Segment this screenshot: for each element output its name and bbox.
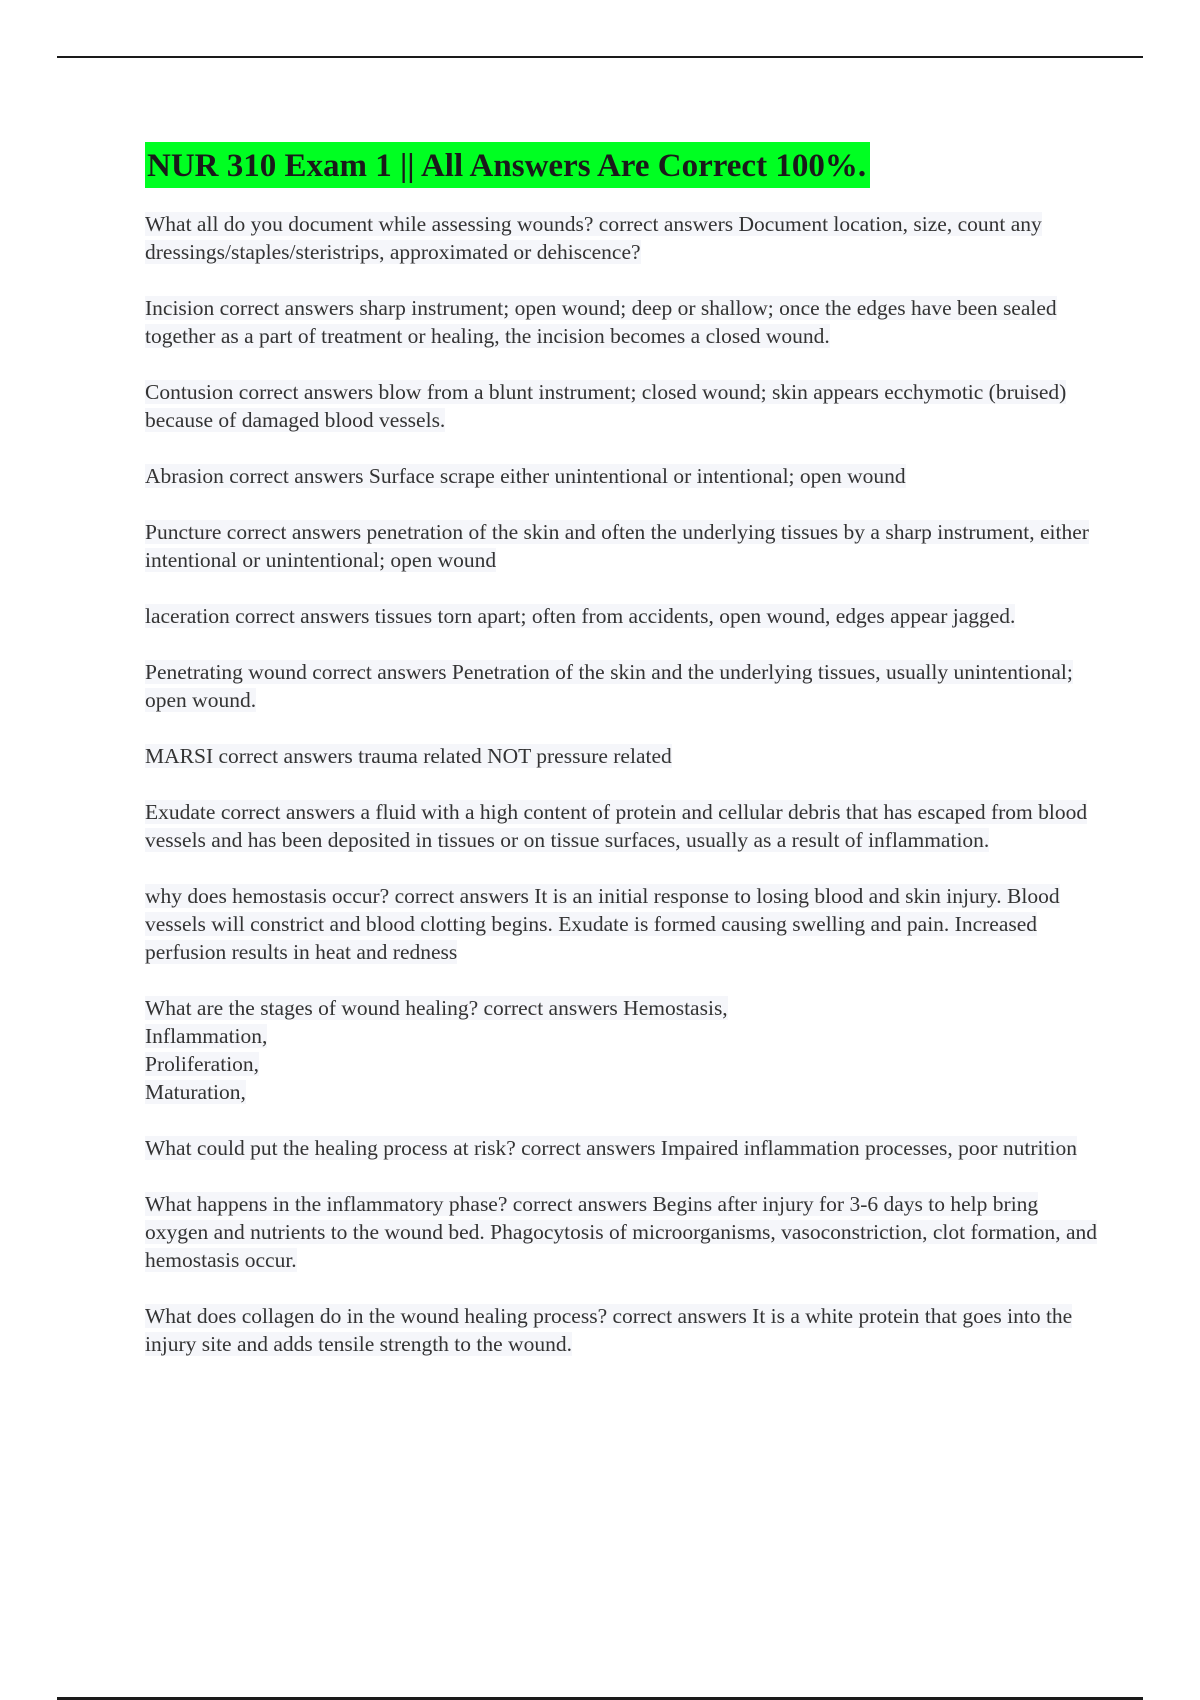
qa-list: [145, 210, 1105, 1358]
qa-text: MARSI correct answers trauma related NOT pressure related: [145, 744, 672, 768]
qa-text: Inflammation,: [145, 1024, 268, 1048]
qa-text: Exudate correct answers a fluid with a high content of protein and cellular debris that has escaped from blood vessels and has been deposited in tissues or on tissue surfaces, usually as a result of inflammation.: [145, 800, 1088, 852]
qa-item: [145, 1302, 1105, 1358]
qa-text: Penetrating wound correct answers Penetration of the skin and the underlying tissues, usually unintentional; open wound.: [145, 660, 1073, 712]
qa-item: [145, 210, 1105, 266]
qa-text: Maturation,: [145, 1080, 246, 1104]
qa-text: What could put the healing process at risk? correct answers Impaired inflammation processes, poor nutrition: [145, 1136, 1077, 1160]
qa-item: [145, 518, 1105, 574]
qa-text: Puncture correct answers penetration of the skin and often the underlying tissues by a sharp instrument, either intentional or unintentional; open wound: [145, 520, 1089, 572]
qa-item: [145, 602, 1105, 630]
qa-item: [145, 742, 1105, 770]
qa-item: [145, 882, 1105, 966]
qa-item: [145, 1134, 1105, 1162]
document-title: NUR 310 Exam 1 || All Answers Are Correct 100%.: [145, 142, 870, 188]
qa-text: What are the stages of wound healing? correct answers Hemostasis,: [145, 996, 728, 1020]
qa-text: Proliferation,: [145, 1052, 260, 1076]
qa-text: Incision correct answers sharp instrument; open wound; deep or shallow; once the edges have been sealed together as a part of treatment or healing, the incision becomes a closed wound.: [145, 296, 1057, 348]
qa-item: [145, 1190, 1105, 1274]
qa-text: Abrasion correct answers Surface scrape either unintentional or intentional; open wound: [145, 464, 906, 488]
qa-item: [145, 294, 1105, 350]
document-body: [145, 142, 1105, 1386]
qa-item: [145, 378, 1105, 434]
qa-item: [145, 462, 1105, 490]
qa-text: What happens in the inflammatory phase? correct answers Begins after injury for 3-6 days to help bring oxygen and nutrients to the wound bed. Phagocytosis of microorganisms, vasoconstriction, clot formation, and hemostasis occur.: [145, 1192, 1098, 1272]
qa-text: What all do you document while assessing wounds? correct answers Document location, size, count any dressings/staples/steristrips, approximated or dehiscence?: [145, 212, 1042, 264]
top-rule: [57, 56, 1143, 58]
qa-text: laceration correct answers tissues torn apart; often from accidents, open wound, edges appear jagged.: [145, 604, 1016, 628]
qa-text: why does hemostasis occur? correct answers It is an initial response to losing blood and skin injury. Blood vessels will constrict and blood clotting begins. Exudate is formed causing swelling and pain. Increased perfusion results in heat and redness: [145, 884, 1060, 964]
qa-text: What does collagen do in the wound healing process? correct answers It is a white protein that goes into the injury site and adds tensile strength to the wound.: [145, 1304, 1073, 1356]
qa-text: Contusion correct answers blow from a blunt instrument; closed wound; skin appears ecchymotic (bruised) because of damaged blood vessels.: [145, 380, 1067, 432]
qa-item: [145, 658, 1105, 714]
qa-item: [145, 798, 1105, 854]
qa-item: [145, 994, 1105, 1106]
